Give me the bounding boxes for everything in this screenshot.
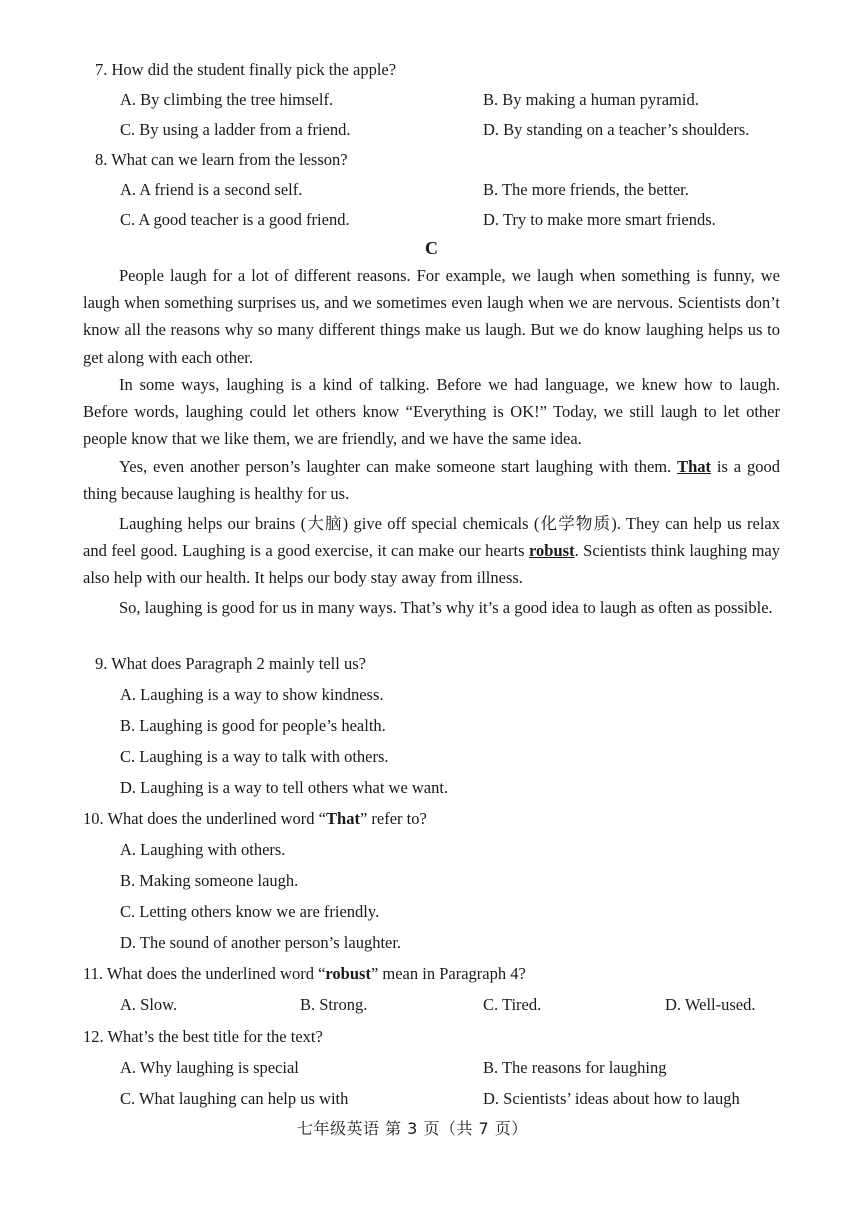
question-10-option-d: D. The sound of another person’s laughter.	[120, 933, 402, 952]
question-9-option-b: B. Laughing is good for people’s health.	[120, 716, 386, 735]
section-c-title: C	[425, 238, 438, 258]
question-7-option-d: D. By standing on a teacher’s shoulders.	[483, 120, 750, 139]
question-11-option-a: A. Slow.	[120, 995, 178, 1014]
question-12-stem: 12. What’s the best title for the text?	[83, 1027, 323, 1046]
question-9-stem: 9. What does Paragraph 2 mainly tell us?	[95, 654, 366, 673]
question-12-option-c: C. What laughing can help us with	[120, 1089, 349, 1108]
question-10-option-b: B. Making someone laugh.	[120, 871, 299, 890]
passage-paragraph-1: People laugh for a lot of different reasons. For example, we laugh when something is funny, we laugh when something surprises us, and we sometimes even laugh when we are nervous. Scientists don’t know all the reasons why so many different things make us laugh. But we do know laughing helps us to get along with each other.	[83, 266, 780, 367]
page-footer: 七年级英语 第 3 页（共 7 页）	[297, 1119, 528, 1138]
question-8-option-c: C. A good teacher is a good friend.	[120, 210, 350, 229]
passage-paragraph-2: In some ways, laughing is a kind of talking. Before we had language, we knew how to laugh. Before words, laughing could let others know “Everything is OK!” Today, we still laugh to let other people know that we like them, we are friendly, and we have the same idea.	[83, 375, 780, 449]
question-8-option-a: A. A friend is a second self.	[120, 180, 303, 199]
question-11-stem	[83, 964, 526, 984]
passage-paragraph-3	[83, 453, 780, 507]
question-9-option-c: C. Laughing is a way to talk with others.	[120, 747, 389, 766]
question-10-option-a: A. Laughing with others.	[120, 840, 286, 859]
question-9-option-d: D. Laughing is a way to tell others what we want.	[120, 778, 449, 797]
question-8-option-d: D. Try to make more smart friends.	[483, 210, 716, 229]
question-12-option-d: D. Scientists’ ideas about how to laugh	[483, 1089, 740, 1108]
question-7-option-a: A. By climbing the tree himself.	[120, 90, 334, 109]
question-12-option-b: B. The reasons for laughing	[483, 1058, 667, 1077]
question-11-stem-word: robust	[325, 964, 371, 983]
question-11-stem-before: 11. What does the underlined word “	[83, 964, 326, 983]
question-7-option-c: C. By using a ladder from a friend.	[120, 120, 351, 139]
question-11-stem-after: ” mean in Paragraph 4?	[370, 964, 526, 983]
question-10-stem	[83, 809, 427, 829]
passage-paragraph-5: So, laughing is good for us in many ways. That’s why it’s a good idea to laugh as often as possible.	[119, 598, 773, 617]
question-12-option-a: A. Why laughing is special	[120, 1058, 299, 1077]
paragraph-4-text-after: . Scientists think laughing may also help with our health. It helps our body stay away from illness.	[83, 541, 780, 588]
underlined-word-that: That	[677, 457, 712, 476]
question-9-option-a: A. Laughing is a way to show kindness.	[120, 685, 384, 704]
question-10-option-c: C. Letting others know we are friendly.	[120, 902, 380, 921]
question-10-stem-after: ” refer to?	[359, 809, 427, 828]
paragraph-3-text-after: is a good thing because laughing is healthy for us.	[83, 457, 780, 504]
passage-paragraph-4	[83, 510, 780, 592]
question-11-option-d: D. Well-used.	[665, 995, 756, 1014]
paragraph-3-text-before: Yes, even another person’s laughter can make someone start laughing with them.	[119, 457, 678, 476]
question-7-stem: 7. How did the student finally pick the apple?	[95, 60, 397, 79]
question-10-stem-word: That	[326, 809, 360, 828]
underlined-word-robust: robust	[529, 541, 575, 561]
question-8-option-b: B. The more friends, the better.	[483, 180, 689, 199]
question-7-option-b: B. By making a human pyramid.	[483, 90, 699, 109]
question-8-stem: 8. What can we learn from the lesson?	[95, 150, 348, 169]
question-10-stem-before: 10. What does the underlined word “	[83, 809, 327, 828]
paragraph-4-text-before: Laughing helps our brains (大脑) give off special chemicals (化学物质). They can help us relax and feel good. Laughing is a good exercise, it can make our hearts	[83, 514, 780, 561]
question-11-option-c: C. Tired.	[483, 995, 542, 1014]
question-11-option-b: B. Strong.	[300, 995, 368, 1014]
